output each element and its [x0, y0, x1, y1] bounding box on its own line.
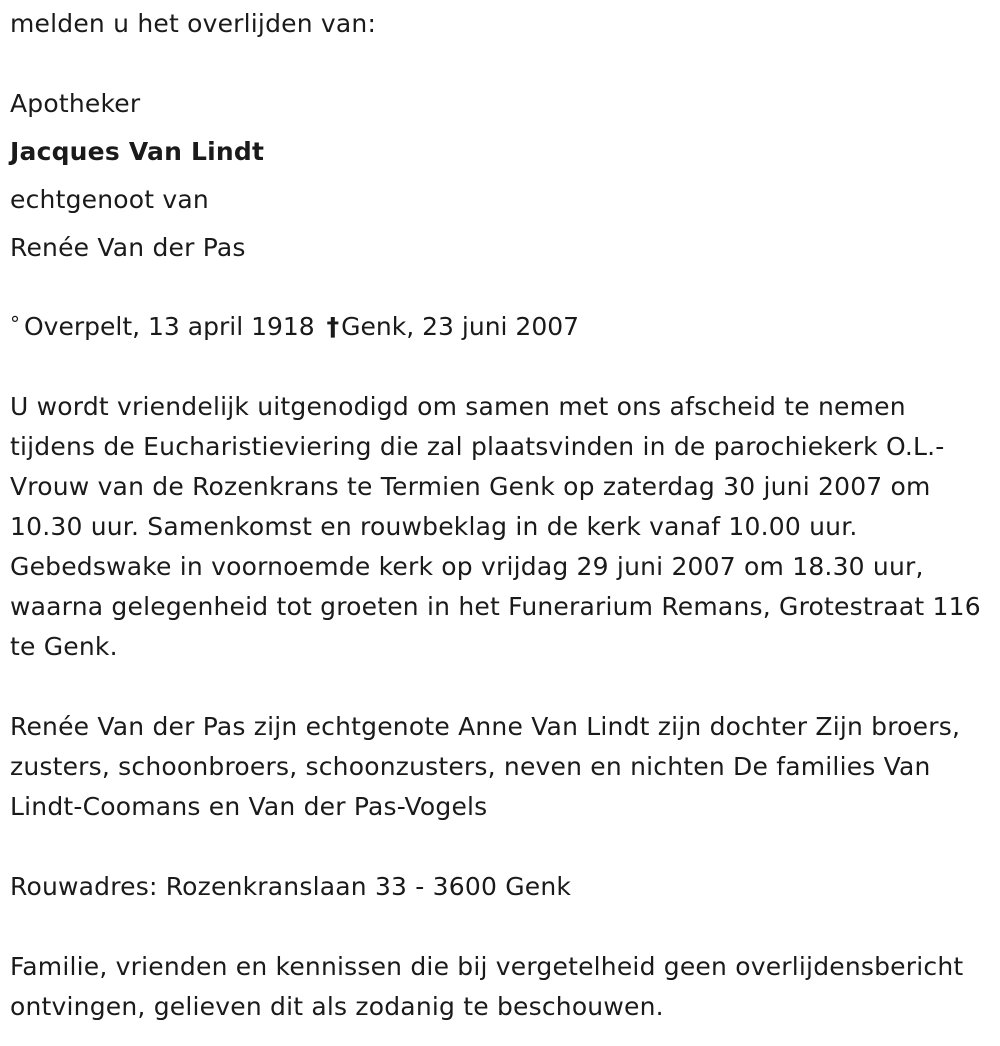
spouse-label: echtgenoot van — [10, 185, 209, 214]
intro-text: melden u het overlijden van: — [10, 9, 377, 38]
obituary-notice — [10, 0, 990, 1027]
birth-symbol: ° — [10, 312, 20, 336]
closing-paragraph: Familie, vrienden en kennissen die bij vergetelheid geen overlijdensbericht ontvingen, gelieven dit als zodanig te beschouwen. — [10, 952, 964, 1021]
death-place-date: Genk, 23 juni 2007 — [341, 312, 580, 341]
spacer — [10, 272, 990, 304]
spouse-name: Renée Van der Pas — [10, 233, 246, 262]
spacer — [10, 347, 990, 387]
spacer — [10, 827, 990, 867]
deceased-name: Jacques Van Lindt — [10, 137, 265, 166]
spacer — [10, 667, 990, 707]
cross-icon: † — [326, 312, 340, 341]
mourning-address: Rouwadres: Rozenkranslaan 33 - 3600 Genk — [10, 872, 572, 901]
birth-place-date: Overpelt, 13 april 1918 — [24, 312, 315, 341]
deceased-title: Apotheker — [10, 89, 141, 118]
birth-death-line — [10, 304, 990, 347]
family-paragraph: Renée Van der Pas zijn echtgenote Anne Van Lindt zijn dochter Zijn broers, zusters, schoonbroers, schoonzusters, neven en nichten De families Van Lindt-Coomans en Van der Pas-Vogels — [10, 712, 961, 821]
ceremony-paragraph: U wordt vriendelijk uitgenodigd om samen met ons afscheid te nemen tijdens de Eucharistieviering die zal plaatsvinden in de parochiekerk O.L.-Vrouw van de Rozenkrans te Termien Genk op zaterdag 30 juni 2007 om 10.30 uur. Samenkomst en rouwbeklag in de kerk vanaf 10.00 uur. Gebedswake in voornoemde kerk op vrijdag 29 juni 2007 om 18.30 uur, waarna gelegenheid tot groeten in het Funerarium Remans, Grotestraat 116 te Genk. — [10, 392, 981, 661]
spacer — [10, 907, 990, 947]
spacer — [10, 48, 990, 80]
